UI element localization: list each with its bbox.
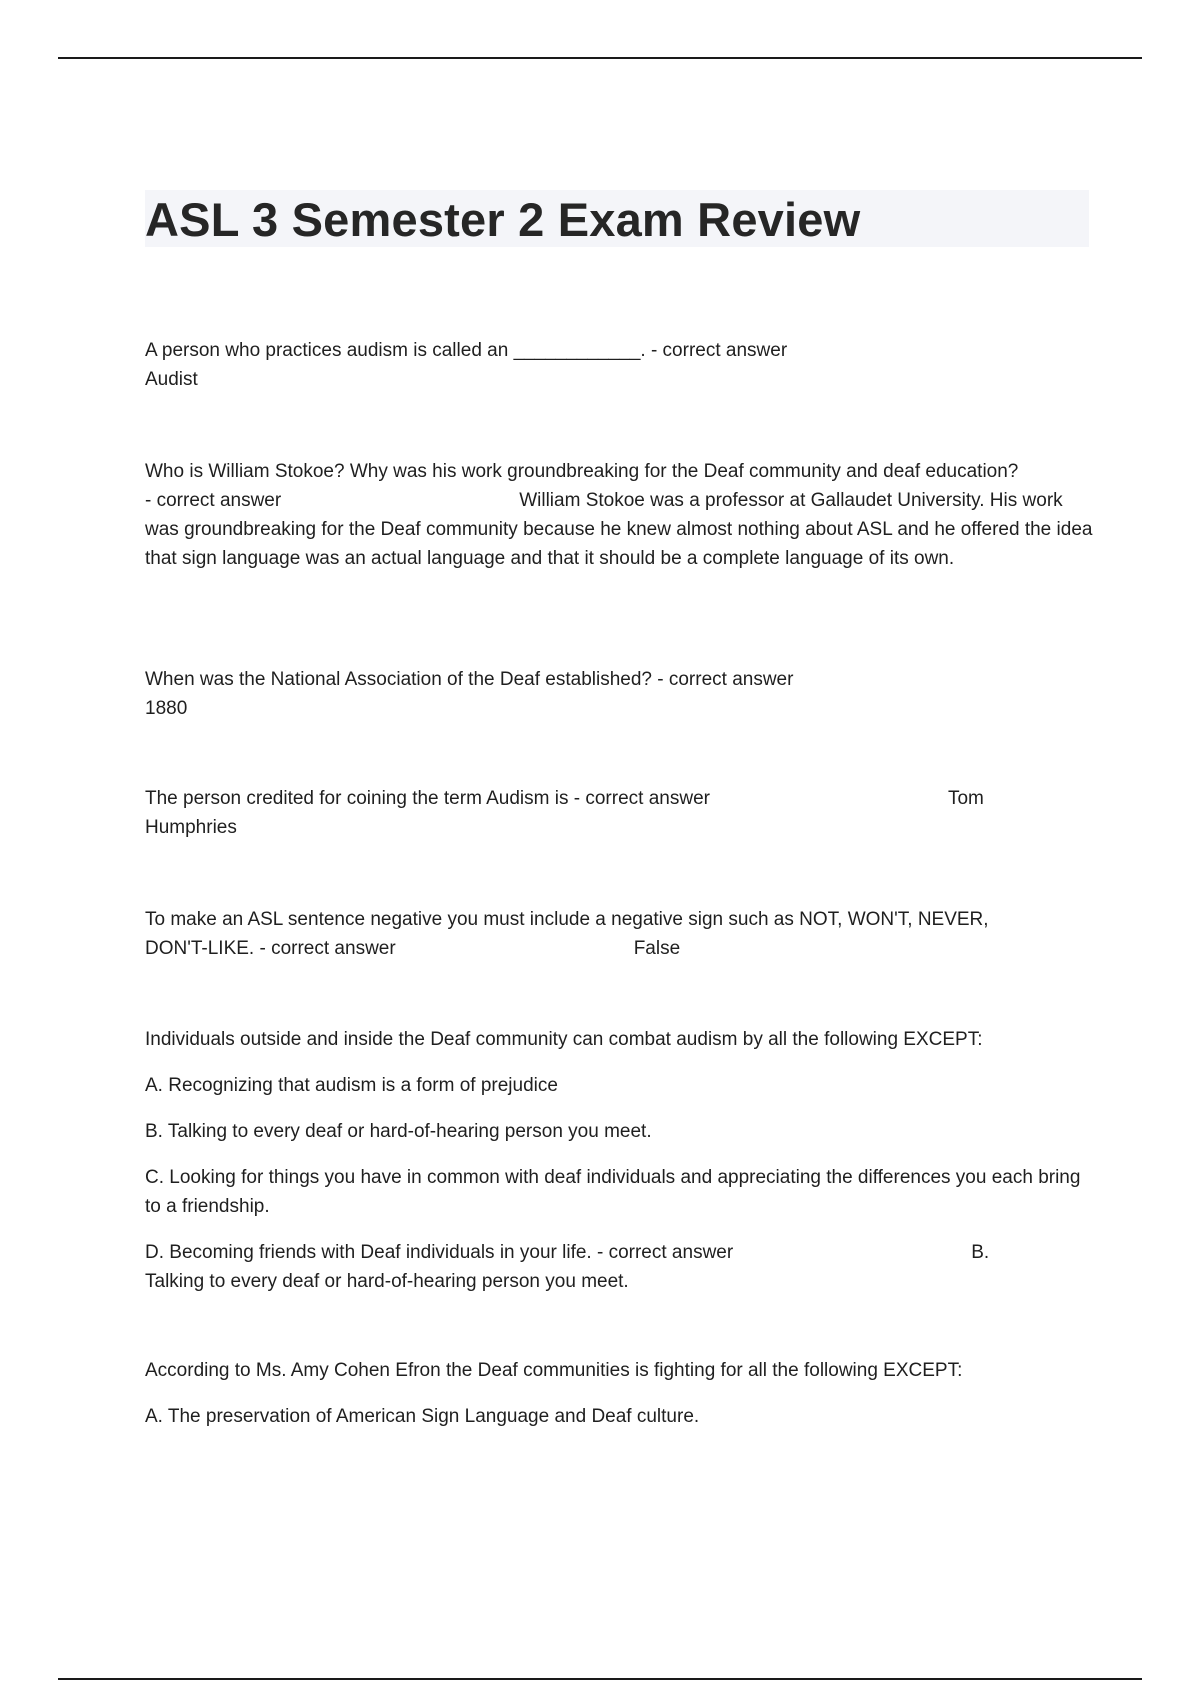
question-7: According to Ms. Amy Cohen Efron the Deaf communities is fighting for all the following EXCEPT: [145,1360,963,1381]
answer-6-part-1: B. [971,1242,990,1263]
answer-2: William Stokoe was a professor at Gallaudet University. His work was groundbreaking for the Deaf community because he knew almost nothing about ASL and he offered the idea that sign language was an actual language and that it should be a complete language of its own. [145,490,1093,569]
answer-4-part-2: Humphries [145,817,237,838]
qa-item-5 [145,905,1095,963]
qa-item-3 [145,665,1095,723]
question-5-line-2: DON'T-LIKE. - correct answer [145,938,396,959]
answer-5: False [633,938,681,959]
question-4: The person credited for coining the term Audism is - correct answer [145,788,710,809]
qa-item-6 [145,1025,1095,1296]
footer-rule [58,1678,1142,1680]
question-6: Individuals outside and inside the Deaf community can combat audism by all the following EXCEPT: [145,1029,983,1050]
option-6d: D. Becoming friends with Deaf individuals in your life. - correct answer [145,1242,734,1263]
answer-1: Audist [145,369,198,390]
question-1: A person who practices audism is called an ____________. - correct answer [145,340,788,361]
answer-6-part-2: Talking to every deaf or hard-of-hearing person you meet. [145,1271,629,1292]
question-3: When was the National Association of the Deaf established? - correct answer [145,669,794,690]
qa-item-7 [145,1356,1095,1431]
option-6b: B. Talking to every deaf or hard-of-hearing person you meet. [145,1121,652,1142]
answer-4-part-1: Tom [947,788,984,809]
option-6a: A. Recognizing that audism is a form of prejudice [145,1075,558,1096]
question-5-line-1: To make an ASL sentence negative you must include a negative sign such as NOT, WON'T, NEVER, [145,909,989,930]
option-6c: C. Looking for things you have in common with deaf individuals and appreciating the differences you each bring to a friendship. [145,1167,1081,1217]
qa-item-2 [145,457,1095,573]
option-7a: A. The preservation of American Sign Language and Deaf culture. [145,1406,700,1427]
qa-item-1 [145,336,1095,394]
question-2-line-2: - correct answer [145,490,282,511]
question-2-line-1: Who is William Stokoe? Why was his work groundbreaking for the Deaf community and deaf education? [145,461,1019,482]
qa-item-4 [145,784,1095,842]
header-rule [58,57,1142,59]
document-title: ASL 3 Semester 2 Exam Review [145,193,861,246]
answer-3: 1880 [145,698,188,719]
